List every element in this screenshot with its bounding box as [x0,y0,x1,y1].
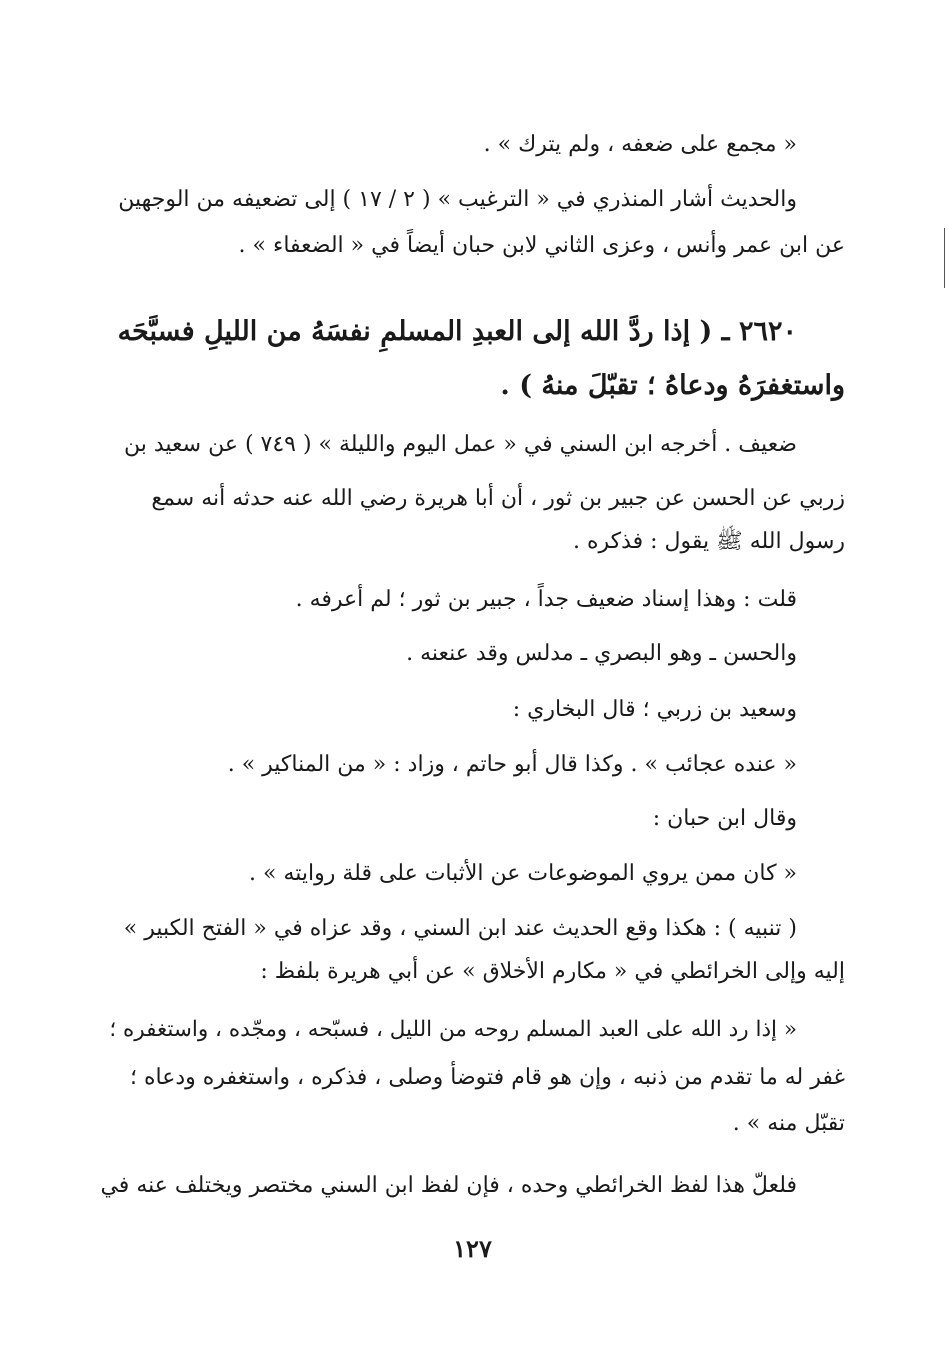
text-line: زربي عن الحسن عن جبير بن ثور ، أن أبا هريرة رضي الله عنه حدثه أنه سمع [151,486,845,511]
text-line: « عنده عجائب » . وكذا قال أبو حاتم ، وزاد : « من المناكير » . [227,752,797,777]
document-page [100,0,845,1361]
text-line: « كان ممن يروي الموضوعات عن الأثبات على قلة روايته » . [249,861,797,886]
text-line: وسعيد بن زربي ؛ قال البخاري : [512,697,797,722]
text-line: ضعيف . أخرجه ابن السني في « عمل اليوم والليلة » ( ٧٤٩ ) عن سعيد بن [123,432,797,457]
text-line: رسول الله ﷺ يقول : فذكره . [572,529,845,554]
text-line: والحسن ـ وهو البصري ـ مدلس وقد عنعنه . [406,641,797,666]
text-line: فلعلّ هذا لفظ الخرائطي وحده ، فإن لفظ ابن السني مختصر ويختلف عنه في [100,1173,797,1198]
text-line: إليه وإلى الخرائطي في « مكارم الأخلاق » عن أبي هريرة بلفظ : [260,959,845,984]
text-line: قلت : وهذا إسناد ضعيف جداً ، جبير بن ثور ؛ لم أعرفه . [295,587,797,612]
page-number: ١٢٧ [453,1234,492,1263]
hadith-heading: ٢٦٢٠ ـ ( إذا ردَّ الله إلى العبدِ المسلمِ نفسَهُ من الليلِ فسبَّحَه [117,316,797,347]
text-line: « مجمع على ضعفه ، ولم يترك » . [483,132,797,157]
text-line: غفر له ما تقدم من ذنبه ، وإن هو قام فتوضأ وصلى ، فذكره ، واستغفره ودعاه ؛ [130,1065,845,1090]
text-line: عن ابن عمر وأنس ، وعزى الثاني لابن حبان أيضاً في « الضعفاء » . [238,233,845,258]
text-line: والحديث أشار المنذري في « الترغيب » ( ٢ / ١٧ ) إلى تضعيفه من الوجهين [118,187,797,212]
text-line: تقبّل منه » . [732,1111,845,1136]
text-line: « إذا رد الله على العبد المسلم روحه من الليل ، فسبّحه ، ومجّده ، واستغفره ؛ [109,1017,797,1042]
hadith-heading: واستغفرَهُ ودعاهُ ؛ تقبّلَ منهُ ) . [500,370,845,401]
text-line: ( تنبيه ) : هكذا وقع الحديث عند ابن السني ، وقد عزاه في « الفتح الكبير » [123,916,797,941]
text-line: وقال ابن حبان : [652,806,797,831]
margin-mark [944,228,945,288]
